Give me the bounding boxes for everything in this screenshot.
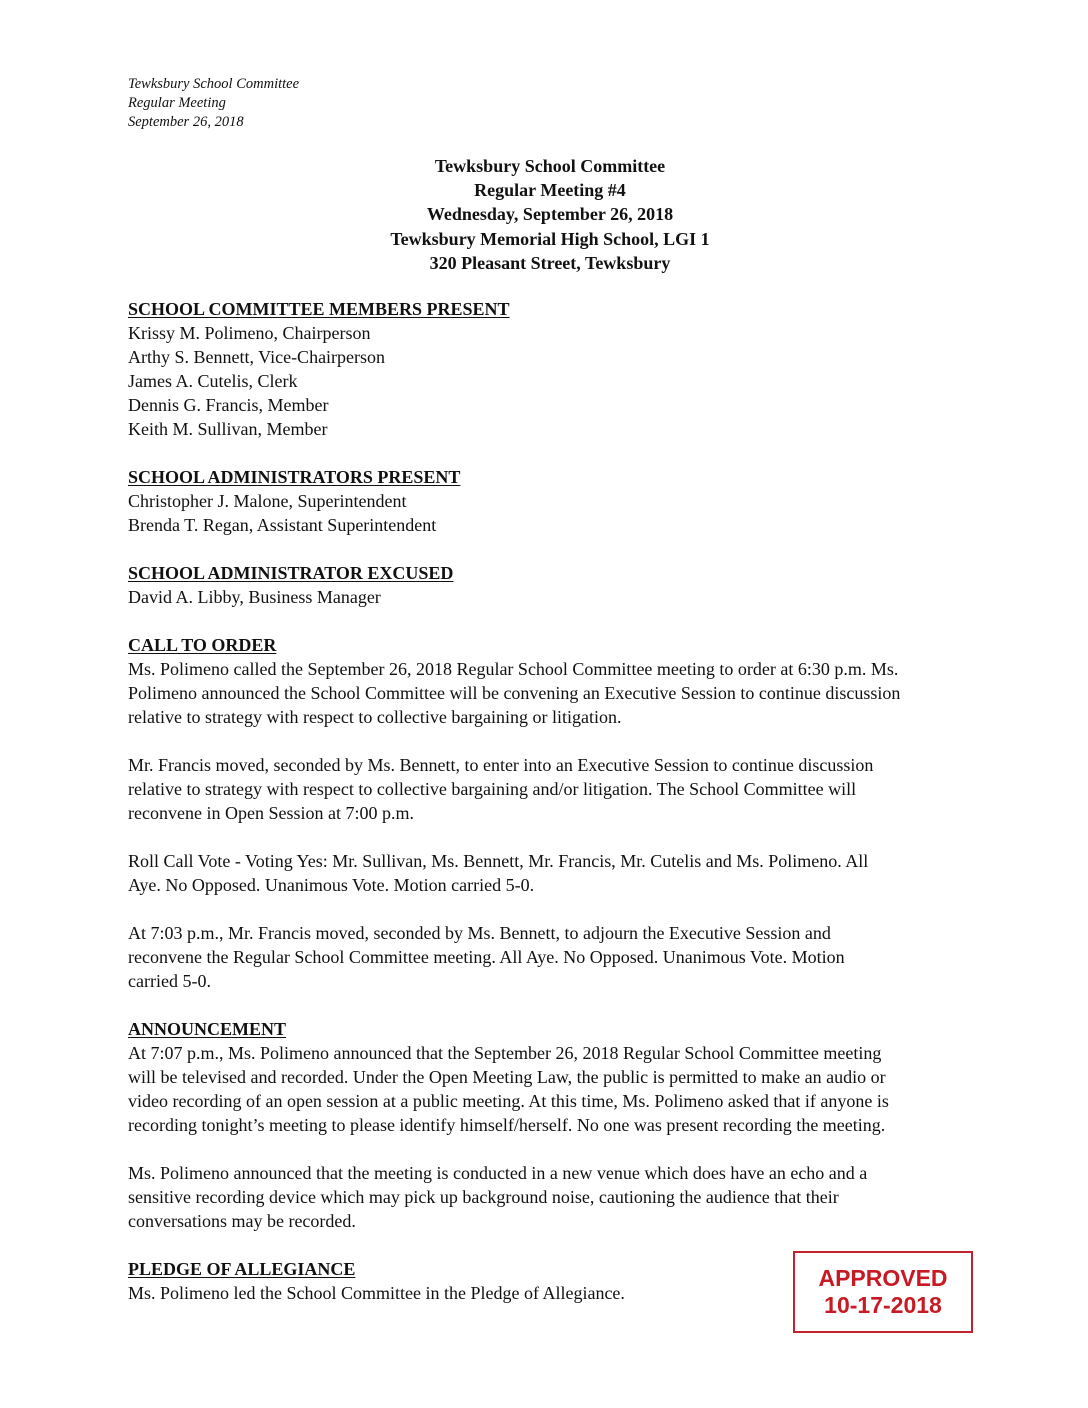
stamp-date: 10-17-2018 xyxy=(824,1292,942,1318)
paragraph-line: video recording of an open session at a public meeting. At this time, Ms. Polimeno asked that if anyone is xyxy=(128,1091,889,1111)
document-title-block xyxy=(0,154,1088,275)
document-body xyxy=(128,297,978,1305)
paragraph-line: Ms. Polimeno announced that the meeting is conducted in a new venue which does have an echo and a xyxy=(128,1163,868,1183)
spacer xyxy=(128,993,978,1017)
title-committee: Tewksbury School Committee xyxy=(434,156,666,176)
paragraph-line: relative to strategy with respect to collective bargaining and/or litigation. The School Committee will xyxy=(128,779,857,799)
running-header-line: September 26, 2018 xyxy=(128,114,244,130)
paragraph-line: Ms. Polimeno called the September 26, 2018 Regular School Committee meeting to order at 6:30 p.m. Ms. xyxy=(128,659,899,679)
paragraph-line: Aye. No Opposed. Unanimous Vote. Motion carried 5-0. xyxy=(128,875,535,895)
spacer xyxy=(128,609,978,633)
section-announcement xyxy=(128,1017,978,1233)
section-heading: SCHOOL ADMINISTRATORS PRESENT xyxy=(128,467,461,487)
paragraph xyxy=(128,921,978,993)
member-item: James A. Cutelis, Clerk xyxy=(128,371,298,391)
member-item: Dennis G. Francis, Member xyxy=(128,395,329,415)
section-members-present xyxy=(128,297,978,441)
title-address: 320 Pleasant Street, Tewksbury xyxy=(429,252,671,273)
paragraph-line: Mr. Francis moved, seconded by Ms. Bennett, to enter into an Executive Session to continue discussion xyxy=(128,755,874,775)
administrator-item: Christopher J. Malone, Superintendent xyxy=(128,491,407,511)
spacer xyxy=(128,441,978,465)
section-administrators-present xyxy=(128,465,978,537)
section-heading: SCHOOL ADMINISTRATOR EXCUSED xyxy=(128,563,454,583)
title-venue: Tewksbury Memorial High School, LGI 1 xyxy=(390,228,710,249)
spacer xyxy=(128,1137,978,1161)
paragraph xyxy=(128,657,978,729)
paragraph-line: reconvene in Open Session at 7:00 p.m. xyxy=(128,803,414,823)
member-item: Keith M. Sullivan, Member xyxy=(128,419,328,439)
section-administrator-excused xyxy=(128,561,978,609)
running-header xyxy=(128,75,299,132)
paragraph-line: recording tonight’s meeting to please identify himself/herself. No one was present recording the meeting. xyxy=(128,1115,886,1135)
section-heading: ANNOUNCEMENT xyxy=(128,1019,287,1039)
paragraph-line: sensitive recording device which may pick up background noise, cautioning the audience that their xyxy=(128,1187,839,1207)
title-meeting-number: Regular Meeting #4 xyxy=(474,180,626,201)
paragraph-line: will be televised and recorded. Under the Open Meeting Law, the public is permitted to make an audio or xyxy=(128,1067,886,1087)
section-heading: SCHOOL COMMITTEE MEMBERS PRESENT xyxy=(128,299,510,319)
stamp-status: APPROVED xyxy=(818,1265,948,1291)
paragraph xyxy=(128,849,978,897)
section-heading: PLEDGE OF ALLEGIANCE xyxy=(128,1259,356,1279)
member-item: Arthy S. Bennett, Vice-Chairperson xyxy=(128,347,386,367)
member-item: Krissy M. Polimeno, Chairperson xyxy=(128,323,371,343)
paragraph-line: At 7:03 p.m., Mr. Francis moved, seconded by Ms. Bennett, to adjourn the Executive Session and xyxy=(128,923,831,943)
paragraph-line: reconvene the Regular School Committee meeting. All Aye. No Opposed. Unanimous Vote. Motion xyxy=(128,947,845,967)
spacer xyxy=(128,825,978,849)
approved-stamp xyxy=(793,1251,973,1333)
administrator-item: Brenda T. Regan, Assistant Superintendent xyxy=(128,515,437,535)
paragraph-line: At 7:07 p.m., Ms. Polimeno announced that the September 26, 2018 Regular School Committee meeting xyxy=(128,1043,882,1063)
paragraph xyxy=(128,1041,978,1137)
running-header-line: Regular Meeting xyxy=(128,95,226,111)
administrator-item: David A. Libby, Business Manager xyxy=(128,587,381,607)
spacer xyxy=(128,897,978,921)
paragraph xyxy=(128,1161,978,1233)
paragraph-line: Polimeno announced the School Committee will be convening an Executive Session to continue discussion xyxy=(128,683,901,703)
paragraph-line: Roll Call Vote - Voting Yes: Mr. Sullivan, Ms. Bennett, Mr. Francis, Mr. Cutelis and Ms. Polimeno. All xyxy=(128,851,869,871)
spacer xyxy=(128,729,978,753)
paragraph-line: conversations may be recorded. xyxy=(128,1211,356,1231)
paragraph xyxy=(128,753,978,825)
section-heading: CALL TO ORDER xyxy=(128,635,277,655)
section-call-to-order xyxy=(128,633,978,993)
spacer xyxy=(128,537,978,561)
paragraph-line: carried 5-0. xyxy=(128,971,211,991)
title-date: Wednesday, September 26, 2018 xyxy=(426,204,674,225)
paragraph-line: relative to strategy with respect to collective bargaining or litigation. xyxy=(128,707,622,727)
running-header-line: Tewksbury School Committee xyxy=(128,76,300,92)
paragraph-line: Ms. Polimeno led the School Committee in the Pledge of Allegiance. xyxy=(128,1283,625,1303)
